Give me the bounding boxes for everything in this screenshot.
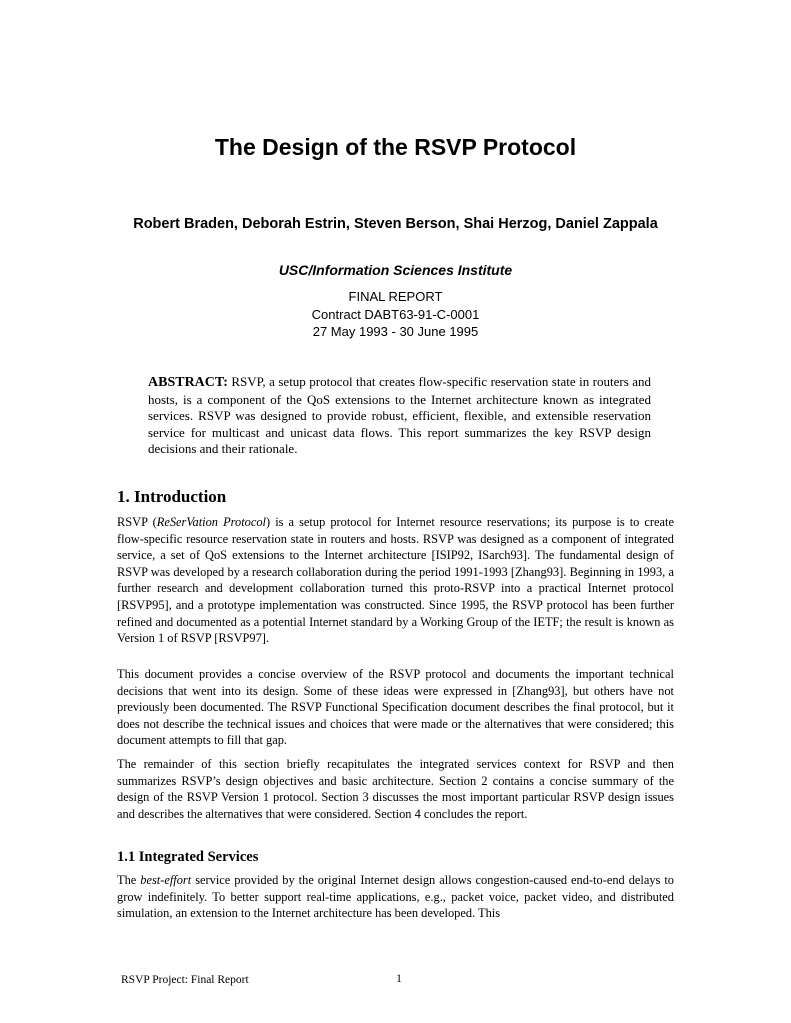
paper-title: The Design of the RSVP Protocol xyxy=(214,134,577,160)
intro-paragraph-2: This document provides a concise overview of the RSVP protocol and documents the important technical decisions that went into its design. Some of these ideas were expressed in [Zhang93], but others have not previously been documented. The RSVP Functional Specification document describes the final protocol, but it does not describe the technical issues and choices that were made or the alternatives that were considered; this document attempts to fill that gap. xyxy=(117,667,674,748)
author-list: Robert Braden, Deborah Estrin, Steven Berson, Shai Herzog, Daniel Zappala xyxy=(133,216,658,232)
integrated-services-paragraph xyxy=(117,872,674,922)
intro-p1-emphasis: ReSerVation Protocol xyxy=(156,515,266,529)
report-period: 27 May 1993 - 30 June 1995 xyxy=(312,324,479,339)
abstract-text: RSVP, a setup protocol that creates flow-specific reservation state in routers and hosts, is a component of the QoS extensions to the Internet architecture known as integrated services. RSVP was designed to provide robust, efficient, flexible, and extensible reservation service for multicast and unicast data flows. This report summarizes the key RSVP design decisions and their rationale. xyxy=(148,374,651,457)
report-info xyxy=(0,288,791,341)
abstract-label: ABSTRACT: xyxy=(148,375,228,390)
intro-paragraph-3: The remainder of this section briefly recapitulates the integrated services context for RSVP and then summarizes RSVP’s design objectives and basic architecture. Section 2 contains a concise summary of the design of the RSVP Version 1 protocol. Section 3 discusses the most important particular RSVP design issues and describes the alternatives that were considered. Section 4 concludes the report. xyxy=(117,757,674,821)
report-type: FINAL REPORT xyxy=(348,289,443,304)
page-number: 1 xyxy=(396,973,402,985)
contract-number: Contract DABT63-91-C-0001 xyxy=(311,306,480,322)
institution-name: USC/Information Sciences Institute xyxy=(278,262,513,278)
intro-p1-rest: ) is a setup protocol for Internet resource reservations; its purpose is to create flow-specific resource reservation state in routers and hosts. RSVP was designed as a component of integrated service, a set of QoS extensions to the Internet architecture [ISIP92, ISarch93]. The fundamental design of RSVP was developed by a research collaboration during the period 1991-1993 [Zhang93]. Beginning in 1993, a further research and development collaboration turned this proto-RSVP into a practical Internet protocol [RSVP95], and a prototype implementation was constructed. Since 1995, the RSVP protocol has been further refined and documented as a potential Internet standard by a Working Group of the IETF; the result is known as Version 1 of RSVP [RSVP97]. xyxy=(117,515,674,646)
subsection-heading-integrated-services: 1.1 Integrated Services xyxy=(117,849,259,865)
footer-report-name: RSVP Project: Final Report xyxy=(121,974,249,986)
section-heading-introduction: 1. Introduction xyxy=(117,487,227,506)
abstract xyxy=(148,374,651,458)
is-p-lead: The xyxy=(117,873,141,887)
is-p-rest: service provided by the original Internet design allows congestion-caused end-to-end delays to grow indefinitely. To better support real-time applications, e.g., packet voice, packet video, and distributed simulation, an extension to the Internet architecture has been developed. This xyxy=(117,873,674,921)
intro-p1-lead: RSVP ( xyxy=(117,515,157,529)
is-p-emphasis: best-effort xyxy=(140,873,192,887)
intro-paragraph-1 xyxy=(117,514,674,647)
